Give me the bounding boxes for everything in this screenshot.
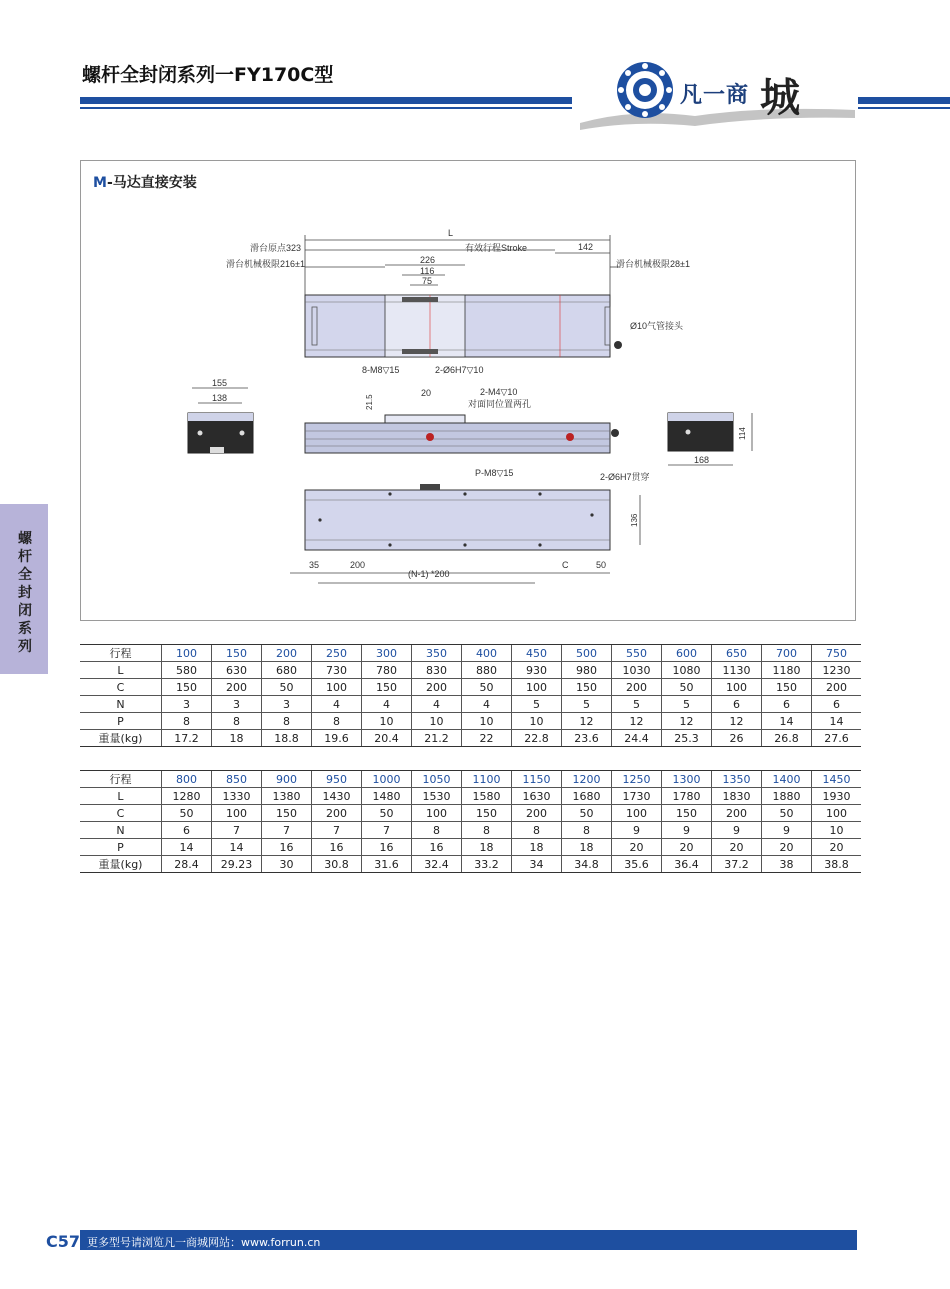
table-cell: 650	[712, 645, 762, 662]
table-cell: 500	[562, 645, 612, 662]
table-cell: 4	[312, 696, 362, 713]
table-cell: 14	[162, 839, 212, 856]
header-rule-right	[858, 97, 950, 104]
dim-c: C	[562, 560, 569, 570]
table-cell: 700	[762, 645, 812, 662]
table-cell: 930	[512, 662, 562, 679]
table-cell: 8	[412, 822, 462, 839]
table-cell: 9	[612, 822, 662, 839]
table-cell: 1380	[262, 788, 312, 805]
table-cell: 12	[662, 713, 712, 730]
table-cell: 8	[162, 713, 212, 730]
table-cell: 150	[212, 645, 262, 662]
dim-m4b: 对面同位置两孔	[468, 399, 532, 409]
table-cell: 23.6	[562, 730, 612, 747]
dim-origin: 滑台原点323	[250, 243, 302, 253]
table-cell: 21.2	[412, 730, 462, 747]
row-label: C	[80, 805, 162, 822]
table-cell: 50	[462, 679, 512, 696]
table-cell: 1730	[612, 788, 662, 805]
dim-155: 155	[212, 378, 228, 388]
spec-table-1	[80, 644, 861, 747]
table-cell: 100	[312, 679, 362, 696]
table-cell: 26.8	[762, 730, 812, 747]
table-cell: 38.8	[812, 856, 862, 873]
row-label: L	[80, 788, 162, 805]
table-cell: 3	[262, 696, 312, 713]
table-cell: 1250	[612, 771, 662, 788]
table-cell: 100	[812, 805, 862, 822]
table-cell: 100	[712, 679, 762, 696]
table-cell: 50	[762, 805, 812, 822]
dim-n200: (N-1) *200	[408, 569, 450, 579]
table-cell: 7	[212, 822, 262, 839]
dim-h6b: 2-Ø6H7贯穿	[600, 472, 650, 482]
table-cell: 200	[512, 805, 562, 822]
dim-L: L	[448, 228, 454, 238]
table-cell: 50	[262, 679, 312, 696]
table-cell: 8	[262, 713, 312, 730]
table-cell: 6	[812, 696, 862, 713]
row-label: 行程	[80, 645, 162, 662]
table-cell: 3	[212, 696, 262, 713]
table-cell: 12	[612, 713, 662, 730]
table-cell: 8	[512, 822, 562, 839]
table-cell: 200	[312, 805, 362, 822]
table-cell: 400	[462, 645, 512, 662]
table-cell: 780	[362, 662, 412, 679]
table-cell: 680	[262, 662, 312, 679]
table-cell: 150	[562, 679, 612, 696]
table-cell: 10	[362, 713, 412, 730]
table-cell: 17.2	[162, 730, 212, 747]
dim-75: 75	[422, 276, 433, 286]
row-label: N	[80, 822, 162, 839]
table-cell: 950	[312, 771, 362, 788]
table-cell: 150	[362, 679, 412, 696]
table-cell: 300	[362, 645, 412, 662]
table-cell: 1130	[712, 662, 762, 679]
table-cell: 50	[162, 805, 212, 822]
table-cell: 150	[762, 679, 812, 696]
dim-limit-left: 滑台机械极限216±1	[226, 259, 305, 269]
table-cell: 830	[412, 662, 462, 679]
table-cell: 16	[362, 839, 412, 856]
table-cell: 12	[712, 713, 762, 730]
table-cell: 20	[712, 839, 762, 856]
section-title-text: -马达直接安装	[106, 175, 197, 191]
table-cell: 22.8	[512, 730, 562, 747]
table-cell: 35.6	[612, 856, 662, 873]
table-row	[80, 713, 861, 730]
row-label: C	[80, 679, 162, 696]
table-cell: 1200	[562, 771, 612, 788]
section-title	[93, 172, 197, 192]
table-cell: 20.4	[362, 730, 412, 747]
row-label: P	[80, 713, 162, 730]
header-rule-thin-right	[858, 107, 950, 109]
header-rule	[80, 97, 572, 104]
dim-h6: 2-Ø6H7▽10	[435, 365, 484, 375]
table-cell: 14	[212, 839, 262, 856]
table-row	[80, 856, 861, 873]
row-label: 重量(kg)	[80, 856, 162, 873]
table-cell: 1030	[612, 662, 662, 679]
table-cell: 5	[512, 696, 562, 713]
table-cell: 1480	[362, 788, 412, 805]
table-cell: 8	[212, 713, 262, 730]
table-cell: 5	[662, 696, 712, 713]
table-cell: 30	[262, 856, 312, 873]
table-row	[80, 771, 861, 788]
table-cell: 150	[462, 805, 512, 822]
table-cell: 1080	[662, 662, 712, 679]
dim-pm8: P-M8▽15	[475, 468, 514, 478]
dim-20: 20	[421, 388, 432, 398]
table-cell: 5	[562, 696, 612, 713]
table-cell: 8	[312, 713, 362, 730]
table-cell: 31.6	[362, 856, 412, 873]
table-cell: 20	[812, 839, 862, 856]
dim-142: 142	[578, 242, 594, 252]
table-row	[80, 788, 861, 805]
dim-35: 35	[309, 560, 320, 570]
table-cell: 900	[262, 771, 312, 788]
table-cell: 50	[562, 805, 612, 822]
table-cell: 20	[662, 839, 712, 856]
table-cell: 19.6	[312, 730, 362, 747]
table-cell: 50	[362, 805, 412, 822]
table-cell: 100	[512, 679, 562, 696]
table-cell: 22	[462, 730, 512, 747]
table-cell: 36.4	[662, 856, 712, 873]
table-cell: 1150	[512, 771, 562, 788]
table-cell: 150	[162, 679, 212, 696]
table-row	[80, 805, 861, 822]
table-cell: 450	[512, 645, 562, 662]
table-cell: 16	[312, 839, 362, 856]
table-cell: 630	[212, 662, 262, 679]
table-cell: 550	[612, 645, 662, 662]
table-cell: 1880	[762, 788, 812, 805]
table-cell: 1430	[312, 788, 362, 805]
dim-limit-right: 滑台机械极限28±1	[616, 259, 690, 269]
table-cell: 29.23	[212, 856, 262, 873]
table-cell: 600	[662, 645, 712, 662]
table-cell: 28.4	[162, 856, 212, 873]
table-cell: 100	[612, 805, 662, 822]
page-number: C57	[46, 1232, 81, 1251]
table-row	[80, 645, 861, 662]
dim-air: Ø10气管接头	[630, 321, 684, 331]
table-cell: 38	[762, 856, 812, 873]
row-label: N	[80, 696, 162, 713]
table-cell: 800	[162, 771, 212, 788]
table-cell: 18	[462, 839, 512, 856]
technical-drawing	[180, 225, 760, 590]
table-cell: 37.2	[712, 856, 762, 873]
table-cell: 12	[562, 713, 612, 730]
table-cell: 1230	[812, 662, 862, 679]
dim-226: 226	[420, 255, 436, 265]
table-cell: 30.8	[312, 856, 362, 873]
table-cell: 9	[762, 822, 812, 839]
table-row	[80, 679, 861, 696]
table-row	[80, 730, 861, 747]
table-cell: 1680	[562, 788, 612, 805]
table-cell: 150	[262, 805, 312, 822]
table-row	[80, 662, 861, 679]
dim-200: 200	[350, 560, 366, 570]
table-cell: 200	[212, 679, 262, 696]
table-cell: 200	[812, 679, 862, 696]
table-cell: 8	[462, 822, 512, 839]
table-cell: 25.3	[662, 730, 712, 747]
table-cell: 100	[162, 645, 212, 662]
table-cell: 18.8	[262, 730, 312, 747]
table-cell: 1300	[662, 771, 712, 788]
dim-114: 114	[738, 427, 747, 440]
table-cell: 5	[612, 696, 662, 713]
table-cell: 1400	[762, 771, 812, 788]
table-cell: 26	[712, 730, 762, 747]
table-cell: 1350	[712, 771, 762, 788]
table-cell: 7	[312, 822, 362, 839]
table-cell: 10	[812, 822, 862, 839]
table-cell: 1330	[212, 788, 262, 805]
spec-table-2	[80, 770, 861, 873]
table-cell: 4	[412, 696, 462, 713]
table-cell: 6	[162, 822, 212, 839]
table-cell: 16	[412, 839, 462, 856]
table-cell: 33.2	[462, 856, 512, 873]
table-cell: 18	[512, 839, 562, 856]
table-cell: 980	[562, 662, 612, 679]
table-row	[80, 822, 861, 839]
side-tab-text: 螺杆全封闭系列	[18, 531, 32, 655]
table-cell: 200	[262, 645, 312, 662]
table-cell: 580	[162, 662, 212, 679]
table-cell: 1450	[812, 771, 862, 788]
table-cell: 4	[362, 696, 412, 713]
table-cell: 1000	[362, 771, 412, 788]
table-cell: 880	[462, 662, 512, 679]
table-cell: 850	[212, 771, 262, 788]
table-cell: 100	[412, 805, 462, 822]
table-cell: 10	[412, 713, 462, 730]
table-cell: 34	[512, 856, 562, 873]
footer-text: 更多型号请浏览凡一商城网站：www.forrun.cn	[87, 1236, 321, 1249]
table-cell: 150	[662, 805, 712, 822]
dim-m4: 2-M4▽10	[480, 387, 518, 397]
table-cell: 16	[262, 839, 312, 856]
table-cell: 750	[812, 645, 862, 662]
dim-m8: 8-M8▽15	[362, 365, 400, 375]
row-label: L	[80, 662, 162, 679]
table-cell: 10	[512, 713, 562, 730]
row-label: P	[80, 839, 162, 856]
table-cell: 18	[562, 839, 612, 856]
page-title: 螺杆全封闭系列一FY170C型	[82, 64, 334, 86]
table-cell: 1780	[662, 788, 712, 805]
section-prefix: M	[93, 175, 107, 191]
dim-136: 136	[630, 513, 639, 527]
table-cell: 350	[412, 645, 462, 662]
table-cell: 1050	[412, 771, 462, 788]
table-cell: 1100	[462, 771, 512, 788]
table-cell: 100	[212, 805, 262, 822]
table-cell: 14	[812, 713, 862, 730]
table-cell: 200	[612, 679, 662, 696]
table-cell: 250	[312, 645, 362, 662]
table-cell: 3	[162, 696, 212, 713]
table-row	[80, 839, 861, 856]
header-rule-thin	[80, 107, 572, 109]
brand-logo-big: 城	[760, 74, 800, 121]
table-cell: 14	[762, 713, 812, 730]
table-cell: 6	[712, 696, 762, 713]
row-label: 重量(kg)	[80, 730, 162, 747]
table-cell: 4	[462, 696, 512, 713]
table-cell: 1530	[412, 788, 462, 805]
table-cell: 27.6	[812, 730, 862, 747]
table-cell: 1280	[162, 788, 212, 805]
dim-168: 168	[694, 455, 710, 465]
row-label: 行程	[80, 771, 162, 788]
table-cell: 1930	[812, 788, 862, 805]
table-cell: 200	[712, 805, 762, 822]
table-cell: 32.4	[412, 856, 462, 873]
table-cell: 10	[462, 713, 512, 730]
dim-50: 50	[596, 560, 607, 570]
table-cell: 9	[712, 822, 762, 839]
dim-138: 138	[212, 393, 228, 403]
table-cell: 20	[762, 839, 812, 856]
brand-logo-text: 凡一商	[680, 83, 750, 108]
table-cell: 1830	[712, 788, 762, 805]
table-cell: 1180	[762, 662, 812, 679]
table-cell: 7	[362, 822, 412, 839]
dim-stroke: 有效行程Stroke	[465, 243, 528, 253]
table-row	[80, 696, 861, 713]
dim-116: 116	[420, 266, 435, 276]
table-cell: 200	[412, 679, 462, 696]
table-cell: 730	[312, 662, 362, 679]
table-cell: 34.8	[562, 856, 612, 873]
table-cell: 18	[212, 730, 262, 747]
table-cell: 1580	[462, 788, 512, 805]
table-cell: 20	[612, 839, 662, 856]
table-cell: 9	[662, 822, 712, 839]
table-cell: 6	[762, 696, 812, 713]
table-cell: 8	[562, 822, 612, 839]
table-cell: 1630	[512, 788, 562, 805]
table-cell: 50	[662, 679, 712, 696]
table-cell: 7	[262, 822, 312, 839]
table-cell: 24.4	[612, 730, 662, 747]
dim-21-5: 21.5	[365, 394, 374, 410]
